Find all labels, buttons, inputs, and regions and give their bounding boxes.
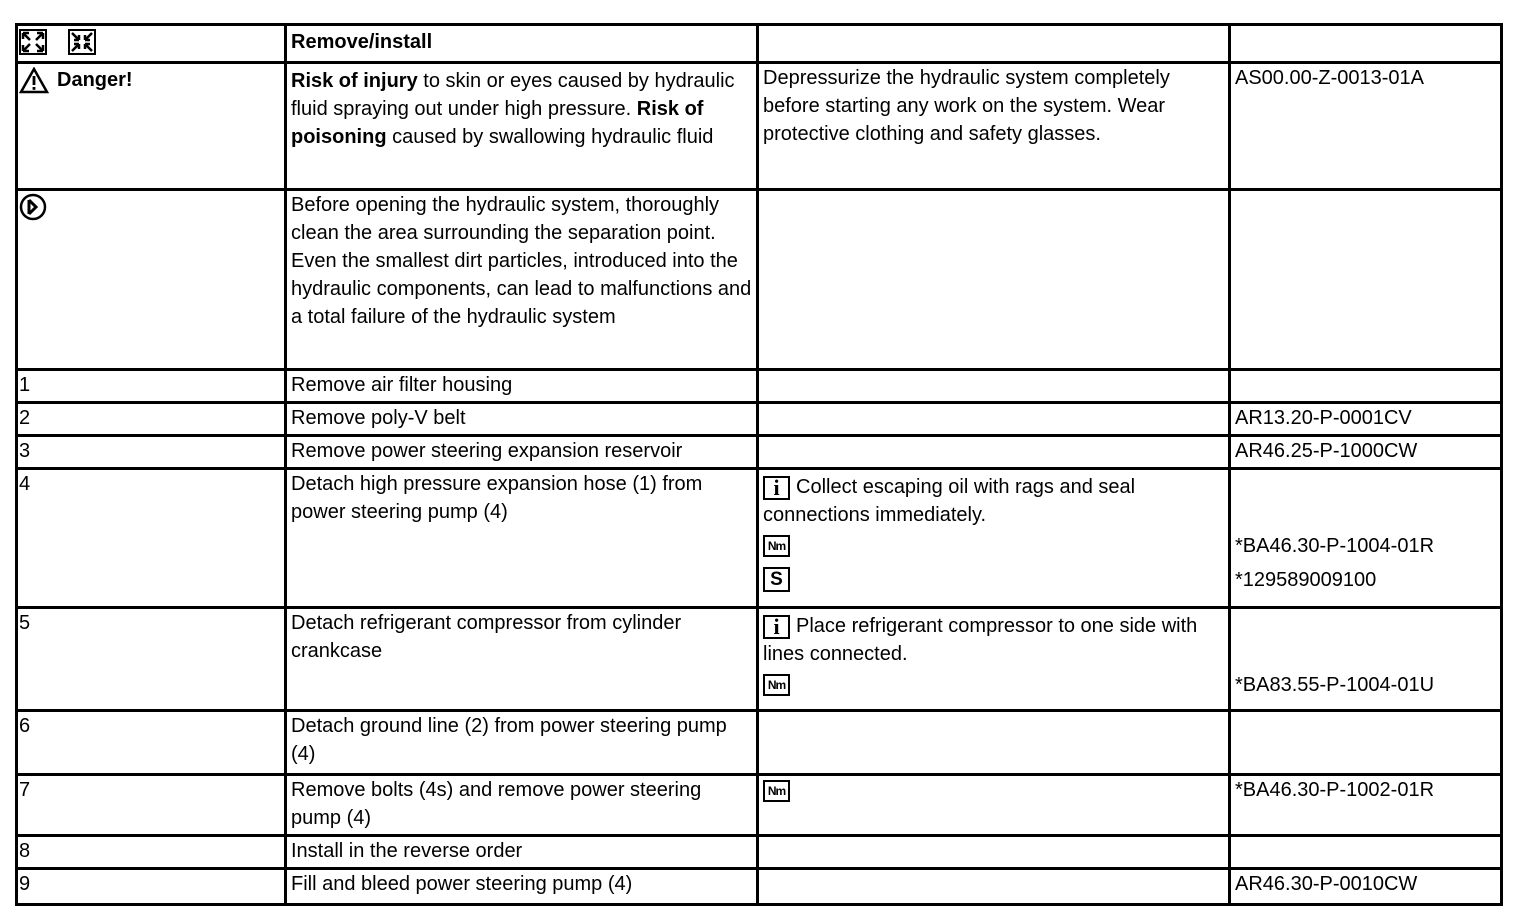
step-ref-tool: *129589009100 — [1235, 569, 1377, 591]
step-number: 4 — [17, 469, 286, 608]
step-row — [17, 775, 1502, 836]
step-number: 3 — [17, 436, 286, 469]
step-ref — [1230, 836, 1502, 869]
step-note-text: Collect escaping oil with rags and seal connections immediately. — [763, 476, 1136, 526]
step-number: 9 — [17, 869, 286, 905]
header-title: Remove/install — [286, 25, 758, 63]
step-note-text: Place refrigerant compressor to one side with lines connected. — [763, 615, 1198, 665]
step-number: 5 — [17, 608, 286, 711]
step-text: Fill and bleed power steering pump (4) — [286, 869, 758, 905]
note-circle-icon — [19, 193, 47, 221]
step-notes — [758, 775, 1230, 836]
risk-injury-text: to skin or eyes caused by hydraulic fluid spraying out under high pressure. — [291, 70, 735, 120]
header-empty-3 — [758, 25, 1230, 63]
header-icons-cell — [17, 25, 286, 63]
info-icon: i — [763, 476, 790, 500]
header-row — [17, 25, 1502, 63]
risk-poisoning-text: caused by swallowing hydraulic fluid — [386, 126, 714, 148]
step-row — [17, 869, 1502, 905]
step-text: Remove power steering expansion reservoir — [286, 436, 758, 469]
step-row — [17, 711, 1502, 775]
step-number: 6 — [17, 711, 286, 775]
step-ref — [1230, 469, 1502, 608]
step-text: Remove bolts (4s) and remove power steering pump (4) — [286, 775, 758, 836]
step-ref-nm: *BA83.55-P-1004-01U — [1235, 674, 1435, 696]
risk-poisoning-bold: Risk of poisoning — [291, 98, 704, 148]
step-text: Detach high pressure expansion hose (1) from power steering pump (4) — [286, 469, 758, 608]
note-icon-cell — [17, 190, 286, 370]
special-tool-icon: S — [763, 567, 790, 592]
warning-triangle-icon — [19, 67, 49, 94]
step-text: Detach refrigerant compressor from cylinder crankcase — [286, 608, 758, 711]
step-ref: AR46.30-P-0010CW — [1230, 869, 1502, 905]
step-row — [17, 403, 1502, 436]
note-text: Before opening the hydraulic system, thoroughly clean the area surrounding the separation point. Even the smallest dirt particles, introduced into the hydraulic components, can lead to malfunctions and a total failure of the hydraulic system — [286, 190, 758, 370]
step-notes — [758, 370, 1230, 403]
danger-remedy: Depressurize the hydraulic system completely before starting any work on the system. Wear protective clothing and safety glasses. — [758, 63, 1230, 190]
step-text: Install in the reverse order — [286, 836, 758, 869]
expand-icon — [19, 29, 47, 55]
step-text: Remove poly-V belt — [286, 403, 758, 436]
danger-label: Danger! — [57, 69, 133, 91]
step-ref-nm: *BA46.30-P-1004-01R — [1235, 535, 1435, 557]
torque-nm-icon: Nm — [763, 780, 790, 802]
info-icon: i — [763, 615, 790, 639]
collapse-icon — [68, 29, 96, 55]
danger-ref: AS00.00-Z-0013-01A — [1230, 63, 1502, 190]
step-notes — [758, 436, 1230, 469]
torque-nm-icon: Nm — [763, 535, 790, 557]
step-row — [17, 608, 1502, 711]
step-ref: *BA46.30-P-1002-01R — [1230, 775, 1502, 836]
step-ref: AR46.25-P-1000CW — [1230, 436, 1502, 469]
step-row — [17, 370, 1502, 403]
header-empty-4 — [1230, 25, 1502, 63]
note-row — [17, 190, 1502, 370]
step-number: 8 — [17, 836, 286, 869]
step-row — [17, 436, 1502, 469]
step-notes — [758, 403, 1230, 436]
step-number: 2 — [17, 403, 286, 436]
step-ref — [1230, 711, 1502, 775]
step-number: 1 — [17, 370, 286, 403]
step-notes — [758, 469, 1230, 608]
danger-cell — [17, 63, 286, 190]
note-empty-3 — [758, 190, 1230, 370]
step-ref: AR13.20-P-0001CV — [1230, 403, 1502, 436]
step-notes — [758, 711, 1230, 775]
step-notes — [758, 608, 1230, 711]
risk-injury-bold: Risk of injury — [291, 70, 418, 92]
torque-nm-icon: Nm — [763, 674, 790, 696]
step-notes — [758, 836, 1230, 869]
danger-row — [17, 63, 1502, 190]
step-ref — [1230, 370, 1502, 403]
danger-description — [286, 63, 758, 190]
step-row — [17, 469, 1502, 608]
procedure-table — [15, 23, 1503, 906]
step-notes — [758, 869, 1230, 905]
step-text: Remove air filter housing — [286, 370, 758, 403]
step-row — [17, 836, 1502, 869]
step-text: Detach ground line (2) from power steering pump (4) — [286, 711, 758, 775]
step-ref — [1230, 608, 1502, 711]
step-number: 7 — [17, 775, 286, 836]
note-empty-4 — [1230, 190, 1502, 370]
